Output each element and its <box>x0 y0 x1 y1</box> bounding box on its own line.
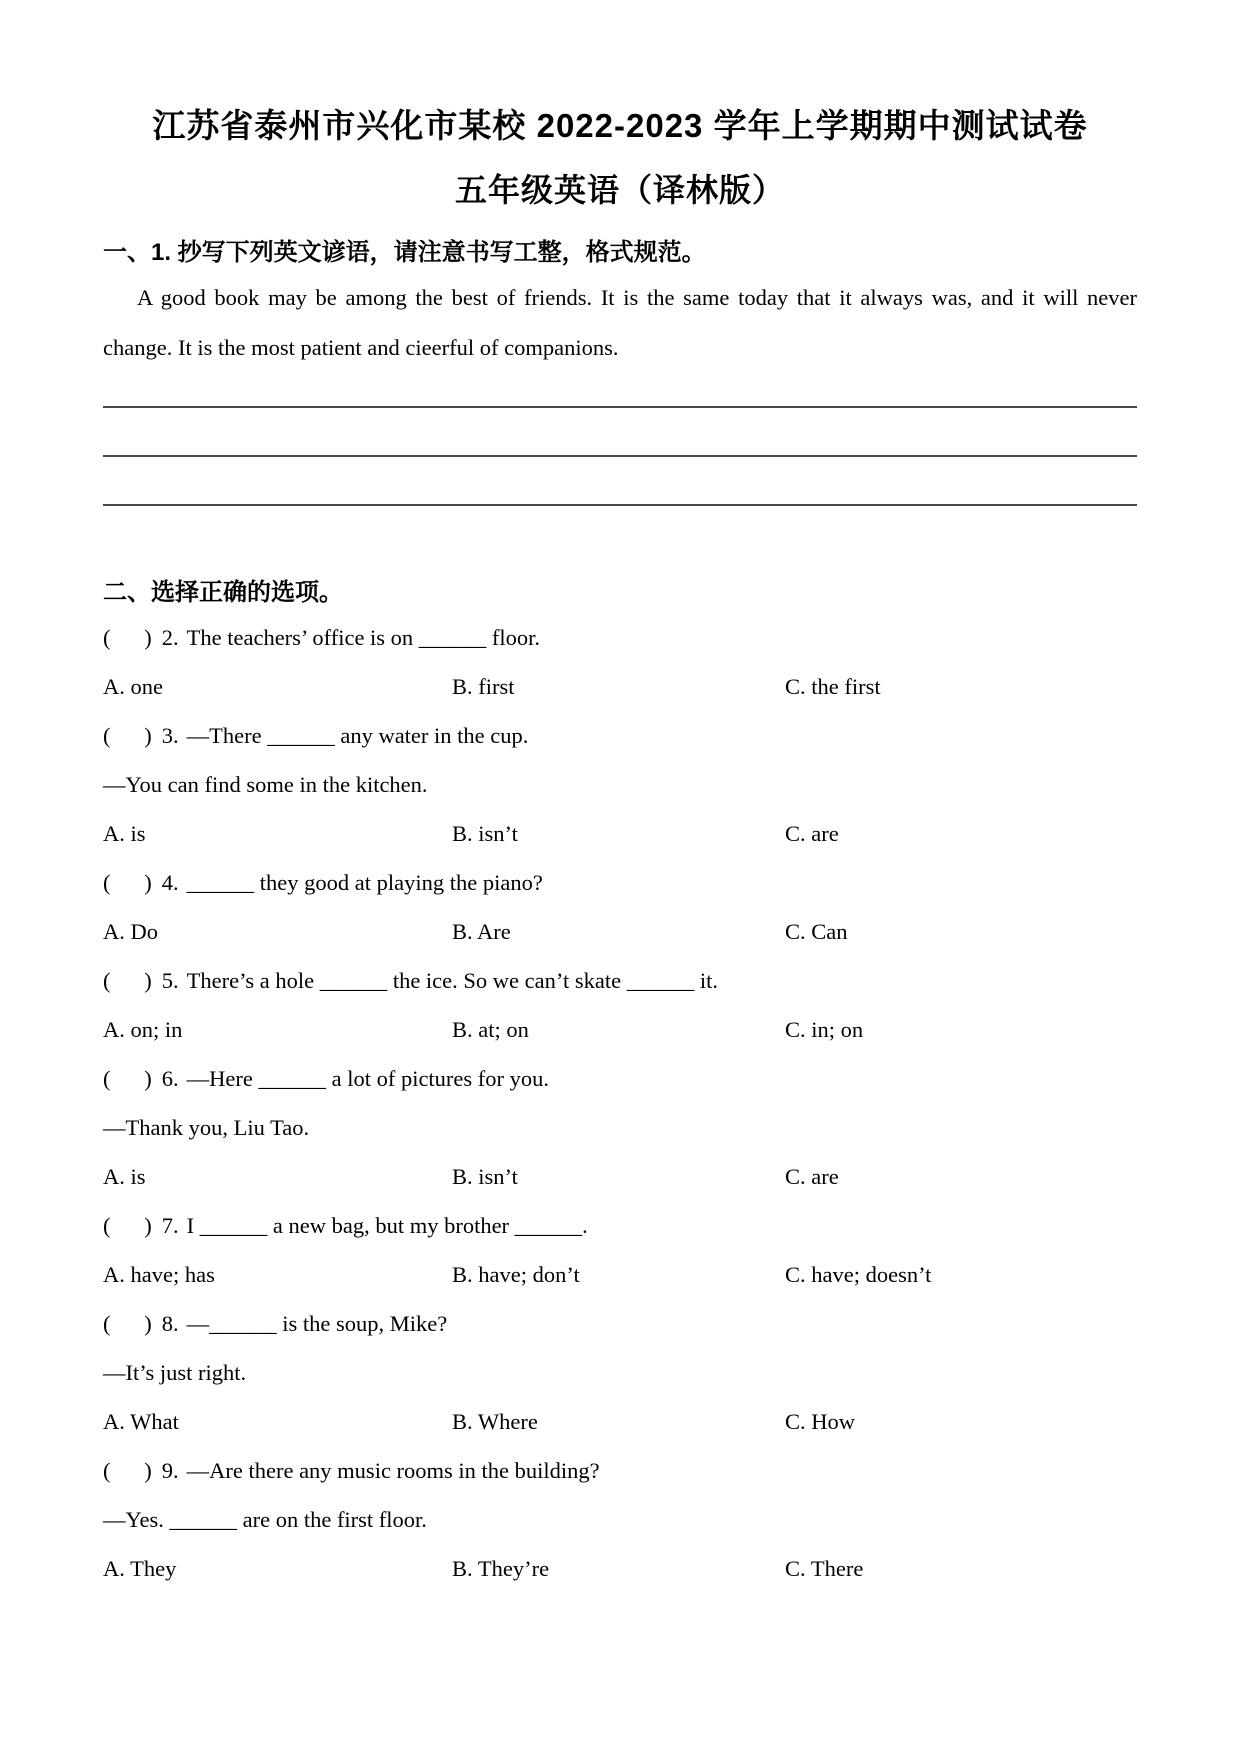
question-line <box>103 1299 1137 1348</box>
option-a: A. is <box>103 820 146 846</box>
option-b: B. at; on <box>452 1016 529 1042</box>
writing-line <box>103 504 1137 553</box>
options-row <box>103 1544 1137 1593</box>
option-c: C. Can <box>785 918 848 944</box>
option-a: A. one <box>103 673 163 699</box>
page-content <box>103 237 1137 1593</box>
options-row <box>103 1397 1137 1446</box>
section2-heading: 二、选择正确的选项。 <box>103 579 343 606</box>
question-number: 7. <box>161 1212 179 1238</box>
question-line <box>103 1054 1137 1103</box>
question-line <box>103 711 1137 760</box>
options-row <box>103 1152 1137 1201</box>
section1-heading: 一、1. 抄写下列英文谚语，请注意书写工整，格式规范。 <box>103 239 706 266</box>
option-c: C. are <box>785 820 839 846</box>
question-text: The teachers’ office is on ______ floor. <box>186 624 541 650</box>
question-number: 8. <box>161 1310 179 1336</box>
question-number: 5. <box>161 967 179 993</box>
option-b: B. Are <box>452 918 511 944</box>
option-b: B. have; don’t <box>452 1261 580 1287</box>
options-row <box>103 809 1137 858</box>
exam-title: 江苏省泰州市兴化市某校 2022-2023 学年上学期期中测试试卷 <box>152 107 1088 144</box>
question-line <box>103 613 1137 662</box>
option-c: C. How <box>785 1408 856 1434</box>
question-number: 3. <box>161 722 179 748</box>
option-a: A. What <box>103 1408 179 1434</box>
options-row <box>103 662 1137 711</box>
question-line <box>103 1201 1137 1250</box>
option-c: C. There <box>785 1555 864 1581</box>
option-a: A. They <box>103 1555 177 1581</box>
answer-bracket: ( ) <box>103 624 152 650</box>
option-a: A. on; in <box>103 1016 183 1042</box>
writing-line <box>103 455 1137 504</box>
option-b: B. They’re <box>452 1555 550 1581</box>
question-number: 6. <box>161 1065 179 1091</box>
question-line <box>103 1446 1137 1495</box>
copy-passage: A good book may be among the best of friends. It is the same today that it always was, and it will never change. It is the most patient and cieerful of companions. <box>103 285 1137 360</box>
question-number: 9. <box>161 1457 179 1483</box>
writing-lines-area <box>103 406 1137 553</box>
question-text: —Here ______ a lot of pictures for you. <box>186 1065 550 1091</box>
question-text: There’s a hole ______ the ice. So we can’t skate ______ it. <box>186 967 718 993</box>
options-row <box>103 1005 1137 1054</box>
option-c: C. have; doesn’t <box>785 1261 932 1287</box>
option-a: A. Do <box>103 918 158 944</box>
answer-bracket: ( ) <box>103 1065 152 1091</box>
question-list <box>103 613 1137 1593</box>
option-a: A. have; has <box>103 1261 215 1287</box>
answer-bracket: ( ) <box>103 1457 152 1483</box>
question-text: —There ______ any water in the cup. <box>186 722 529 748</box>
option-c: C. in; on <box>785 1016 864 1042</box>
answer-bracket: ( ) <box>103 869 152 895</box>
question-reply: —Thank you, Liu Tao. <box>103 1114 310 1140</box>
answer-bracket: ( ) <box>103 722 152 748</box>
option-b: B. first <box>452 673 515 699</box>
question-number: 2. <box>161 624 179 650</box>
question-number: 4. <box>161 869 179 895</box>
question-text: ______ they good at playing the piano? <box>186 869 543 895</box>
option-c: C. are <box>785 1163 839 1189</box>
writing-line <box>103 406 1137 455</box>
option-a: A. is <box>103 1163 146 1189</box>
question-line <box>103 956 1137 1005</box>
question-reply: —You can find some in the kitchen. <box>103 771 428 797</box>
options-row <box>103 1250 1137 1299</box>
question-text: I ______ a new bag, but my brother ______. <box>186 1212 588 1238</box>
question-reply: —Yes. ______ are on the first floor. <box>103 1506 427 1532</box>
option-b: B. isn’t <box>452 1163 518 1189</box>
exam-subtitle: 五年级英语（译林版） <box>454 172 785 208</box>
option-b: B. isn’t <box>452 820 518 846</box>
options-row <box>103 907 1137 956</box>
question-reply: —It’s just right. <box>103 1359 247 1385</box>
answer-bracket: ( ) <box>103 1310 152 1336</box>
question-text: —Are there any music rooms in the building? <box>186 1457 600 1483</box>
option-b: B. Where <box>452 1408 538 1434</box>
answer-bracket: ( ) <box>103 967 152 993</box>
option-c: C. the first <box>785 673 881 699</box>
question-text: —______ is the soup, Mike? <box>186 1310 448 1336</box>
answer-bracket: ( ) <box>103 1212 152 1238</box>
question-line <box>103 858 1137 907</box>
